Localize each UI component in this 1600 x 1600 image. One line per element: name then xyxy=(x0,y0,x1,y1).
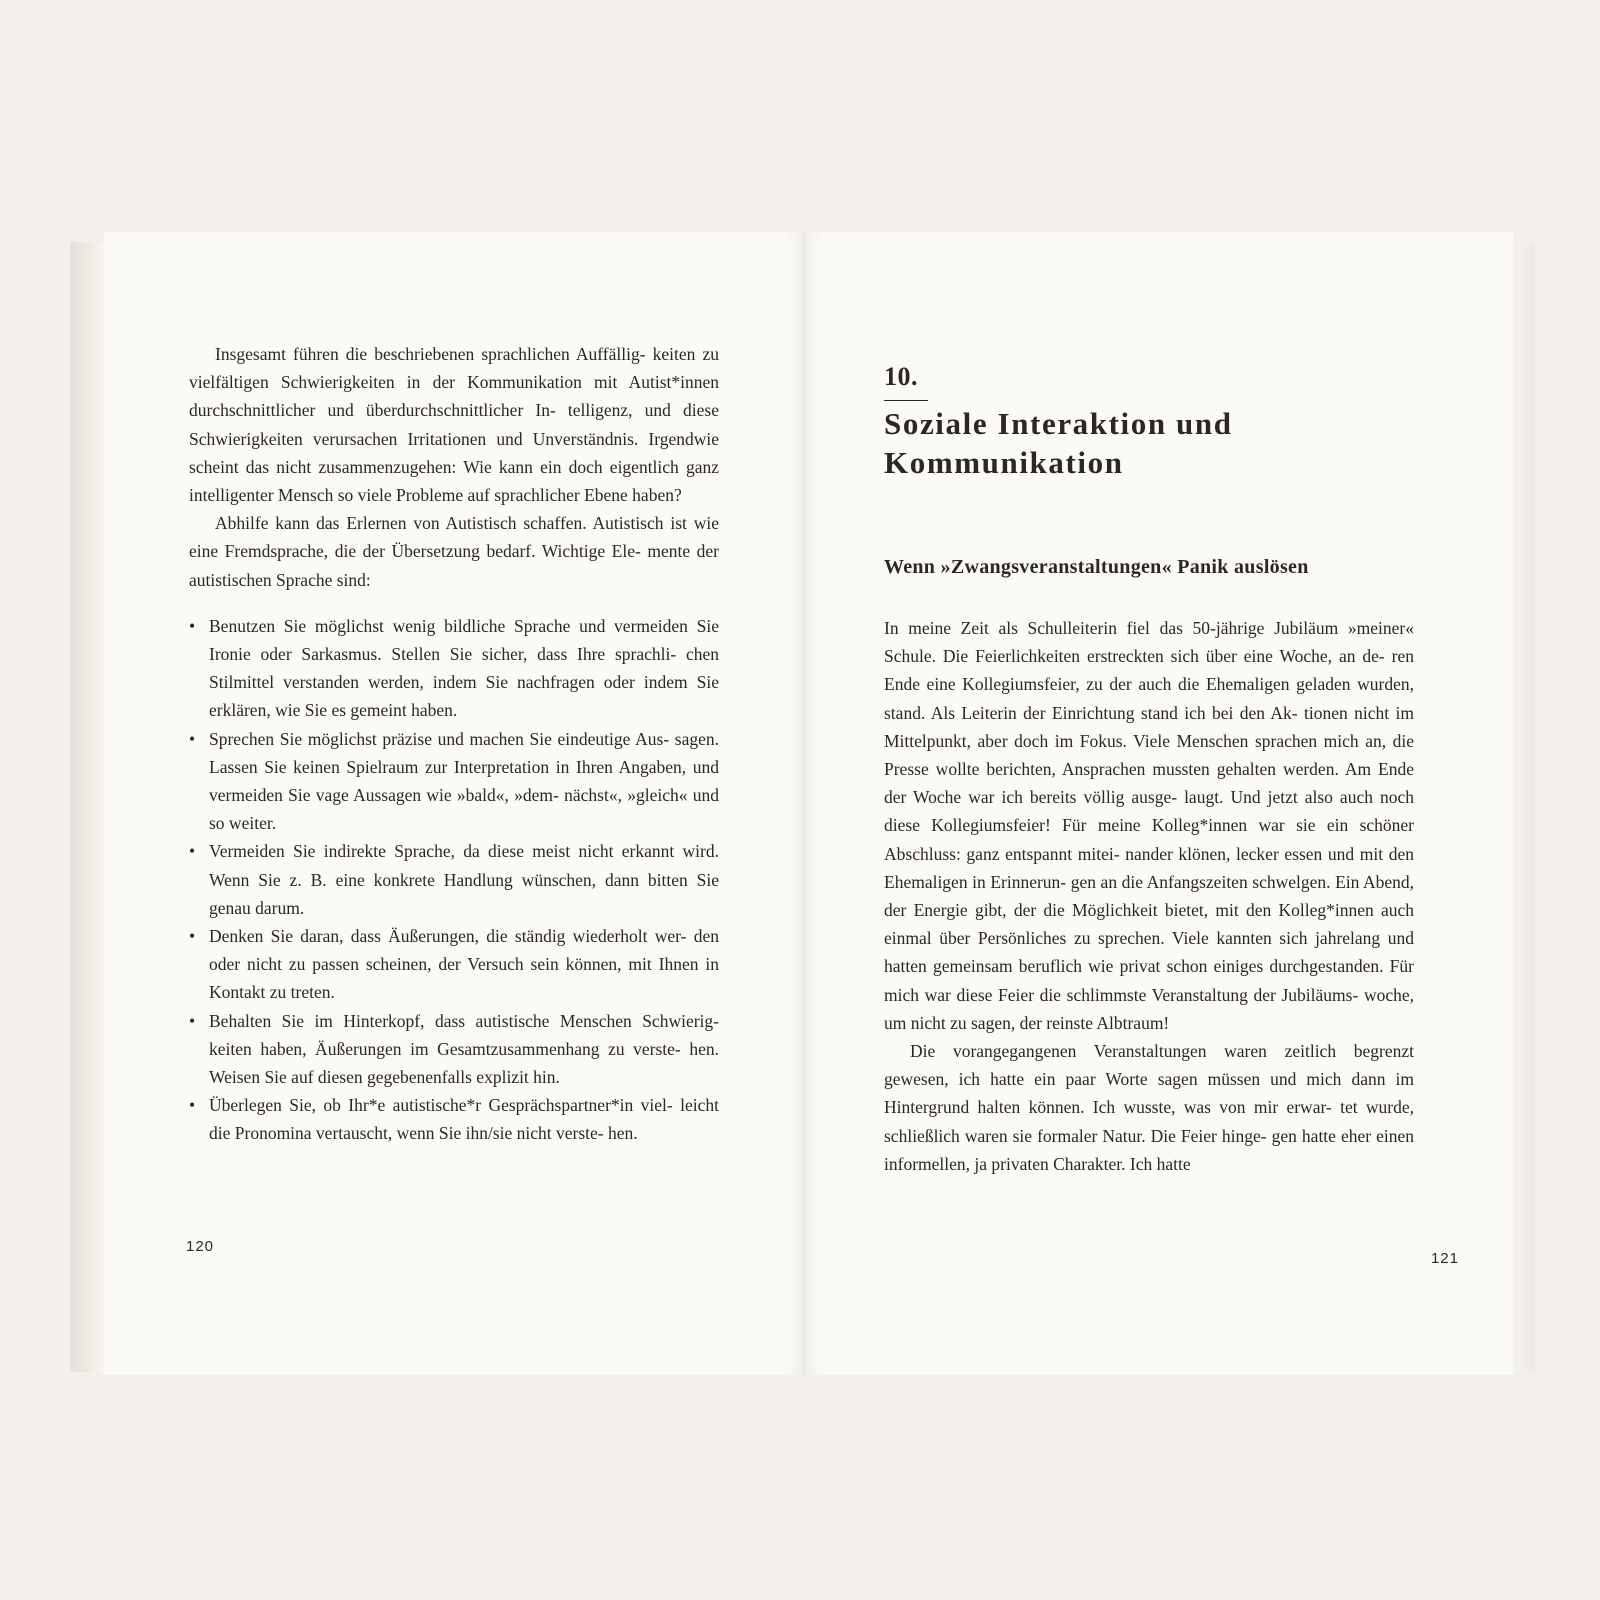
bullet-icon: • xyxy=(189,1010,196,1031)
text-line: keiten zu vielfältigen Schwierigkeiten in der Kommunikation mit xyxy=(189,344,720,393)
text-line: Insgesamt führen die beschriebenen sprachlichen Auffällig- xyxy=(215,344,646,364)
paragraph xyxy=(189,340,719,509)
bullet-icon: • xyxy=(189,728,196,749)
open-book xyxy=(70,232,1535,1375)
page-number-left: 120 xyxy=(186,1238,215,1255)
text-line: leicht die Pronomina vertauscht, wenn Sie ihn/sie nicht verste- xyxy=(209,1095,720,1144)
text-line: woche, um nicht zu sagen, der reinste Albtraum! xyxy=(884,984,1415,1033)
text-line: indem Sie erklären, wie Sie es gemeint haben. xyxy=(209,672,720,721)
text-line: Vermeiden Sie indirekte Sprache, da diese meist nicht erkannt xyxy=(209,841,675,862)
bullet-icon: • xyxy=(189,1095,196,1116)
text-line: sprachen mich an, die Presse wollte berichten, Ansprachen mussten xyxy=(884,730,1414,780)
text-line: ren Ende eine Kollegiumsfeier, zu der auch die Ehemaligen geladen xyxy=(884,646,1414,695)
text-line: gen an die Anfangszeiten schwelgen. Ein Abend, der Energie gibt, xyxy=(884,871,1415,921)
chapter-number: 10. xyxy=(884,362,918,391)
bullet-icon: • xyxy=(189,926,196,947)
text-line: Ihnen in Kontakt zu treten. xyxy=(209,954,719,1003)
text-line: wie eine Fremdsprache, die der Übersetzung bedarf. Wichtige Ele- xyxy=(189,513,720,562)
page-stack-right xyxy=(1513,242,1535,1372)
list-item xyxy=(189,837,719,922)
chapter-title-line: Kommunikation xyxy=(884,445,1124,480)
text-line: Sprechen Sie möglichst präzise und machen Sie eindeutige Aus- xyxy=(209,728,670,749)
text-line: gewesen, ich hatte ein paar Worte sagen müssen und mich dann xyxy=(884,1069,1386,1090)
text-line: im Hintergrund halten können. Ich wusste, was von mir erwar- xyxy=(884,1069,1415,1118)
text-line: bitten Sie genau darum. xyxy=(209,869,720,918)
paragraph xyxy=(884,614,1414,1037)
chapter-title-line: Soziale Interaktion und xyxy=(884,406,1233,441)
list-item xyxy=(189,612,719,725)
text-line: Abhilfe kann das Erlernen von Autistisch schaffen. Autistisch ist xyxy=(215,513,687,534)
text-line: Angaben, und vermeiden Sie vage Aussagen wie »bald«, »dem- xyxy=(209,756,719,806)
paragraph xyxy=(189,509,719,594)
left-page-body xyxy=(189,340,719,1148)
text-line: gemeinsam beruflich wie privat schon einiges durchgestanden. Für xyxy=(932,956,1414,977)
chapter-rule xyxy=(884,400,928,401)
page-number-right: 121 xyxy=(1430,1250,1459,1267)
list-item xyxy=(189,1091,719,1147)
text-line: den oder nicht zu passen scheinen, der Versuch sein können, mit xyxy=(209,926,720,975)
text-line: wurden, stand. Als Leiterin der Einrichtung stand ich bei den Ak- xyxy=(884,674,1415,723)
text-line: Benutzen Sie möglichst wenig bildliche Sprache und vermeiden xyxy=(209,615,688,636)
chapter-title xyxy=(884,404,1444,482)
text-line: gen hatte eher einen informellen, ja privaten Charakter. Ich hatte xyxy=(884,1125,1414,1174)
section-title: Wenn »Zwangsveranstaltungen« Panik auslösen xyxy=(884,556,1309,578)
text-line: Denken Sie daran, dass Äußerungen, die ständig wiederholt wer- xyxy=(209,926,687,947)
text-line: Behalten Sie im Hinterkopf, dass autistische Menschen Schwierig- xyxy=(209,1010,719,1031)
text-line: Überlegen Sie, ob Ihr*e autistische*r Gesprächspartner*in viel- xyxy=(209,1095,673,1116)
text-line: nander klönen, lecker essen und mit den Ehemaligen in Erinnerun- xyxy=(884,843,1414,892)
text-line: mich war diese Feier die schlimmste Veranstaltung der Jubiläums- xyxy=(884,984,1359,1005)
text-line: nächst«, »gleich« und so weiter. xyxy=(209,785,720,834)
page-stack-left xyxy=(70,242,104,1372)
text-line: Unverständnis. Irgendwie scheint das nicht zusammenzugehen: xyxy=(189,428,720,477)
right-page xyxy=(804,232,1513,1375)
text-line: hen. xyxy=(608,1123,638,1144)
text-line: Schule. Die Feierlichkeiten erstreckten sich über eine Woche, an de- xyxy=(884,646,1385,667)
text-line: Probleme auf sprachlicher Ebene haben? xyxy=(396,485,682,506)
right-page-body xyxy=(884,614,1414,1178)
text-line: tionen nicht im Mittelpunkt, aber doch im Fokus. Viele Menschen xyxy=(884,702,1414,751)
list-item xyxy=(189,922,719,1007)
bullet-icon: • xyxy=(189,615,196,636)
text-line: Die vorangegangenen Veranstaltungen waren zeitlich begrenzt xyxy=(910,1041,1414,1062)
list-item xyxy=(189,725,719,838)
list-item xyxy=(189,1007,719,1092)
text-line: gehalten werden. Am Ende der Woche war ich bereits völlig ausge- xyxy=(884,759,1414,808)
text-line: hen. Weisen Sie auf diesen gegebenenfalls explizit hin. xyxy=(209,1038,719,1088)
paragraph xyxy=(884,1037,1414,1178)
left-page xyxy=(104,232,804,1375)
text-line: telligenz, und diese Schwierigkeiten verursachen Irritationen und xyxy=(189,400,719,449)
text-line: wird. Wenn Sie z. B. eine konkrete Handlung wünschen, dann xyxy=(209,841,719,890)
text-line: laugt. Und jetzt also auch noch diese Kollegiumsfeier! Für meine xyxy=(884,787,1415,836)
text-line: der die Möglichkeit bietet, mit den Kolleg*innen auch einmal über xyxy=(884,900,1415,949)
bullet-icon: • xyxy=(189,841,196,862)
text-line: Kolleg*innen war sie ein schöner Abschluss: ganz entspannt mitei- xyxy=(884,815,1414,864)
text-line: sagen. Lassen Sie keinen Spielraum zur Interpretation in Ihren xyxy=(209,728,719,777)
text-line: mente der autistischen Sprache sind: xyxy=(189,541,720,590)
text-line: Wie kann ein doch eigentlich ganz intelligenter Mensch so viele xyxy=(189,456,720,506)
text-line: keiten haben, Äußerungen im Gesamtzusammenhang zu verste- xyxy=(209,1038,681,1059)
bullet-list xyxy=(189,612,719,1148)
text-line: In meine Zeit als Schulleiterin fiel das 50-jährige Jubiläum »meiner« xyxy=(884,618,1414,638)
text-line: Autist*innen durchschnittlicher und überdurchschnittlicher In- xyxy=(189,372,719,421)
text-line: chen Stilmittel verstanden werden, indem Sie nachfragen oder xyxy=(209,644,720,693)
text-line: Persönliches zu sprechen. Viele kannten sich jahrelang und hatten xyxy=(884,928,1415,977)
text-line: tet wurde, schließlich waren sie formaler Natur. Die Feier hinge- xyxy=(884,1097,1414,1146)
text-line: Sie Ironie oder Sarkasmus. Stellen Sie sicher, dass Ihre sprachli- xyxy=(209,615,719,665)
